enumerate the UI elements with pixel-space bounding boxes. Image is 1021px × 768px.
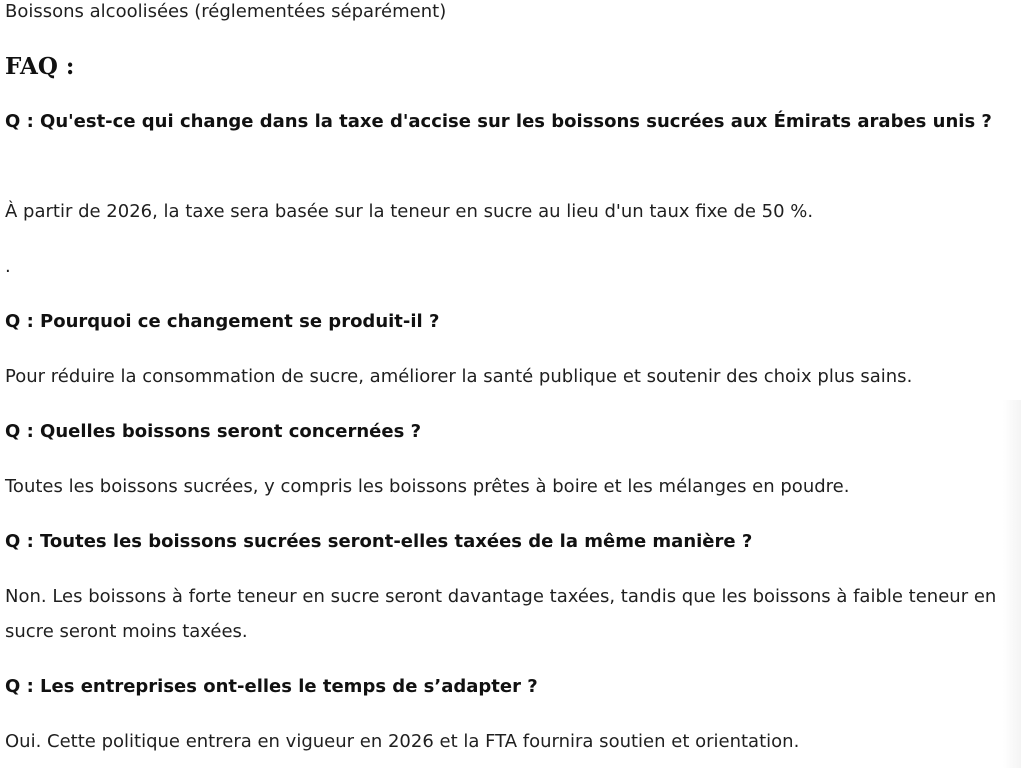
faq-question-2: Q : Pourquoi ce changement se produit-il ? xyxy=(5,311,440,332)
article-content xyxy=(5,0,1021,752)
intro-partial-line: Boissons alcoolisées (réglementées séparément) xyxy=(5,1,447,22)
faq-question-3: Q : Quelles boissons seront concernées ? xyxy=(5,421,422,442)
faq-question-4: Q : Toutes les boissons sucrées seront-elles taxées de la même manière ? xyxy=(5,531,753,552)
faq-answer-1: À partir de 2026, la taxe sera basée sur la teneur en sucre au lieu d'un taux fixe de 50 %. xyxy=(5,201,814,222)
faq-question-1: Q : Qu'est-ce qui change dans la taxe d'accise sur les boissons sucrées aux Émirats arabes unis ? xyxy=(5,111,992,132)
faq-question-5: Q : Les entreprises ont-elles le temps de s’adapter ? xyxy=(5,676,538,697)
right-edge-shadow xyxy=(1003,400,1021,768)
faq-heading: FAQ : xyxy=(5,53,75,80)
faq-answer-1-extra: . xyxy=(5,256,11,277)
faq-answer-5: Oui. Cette politique entrera en vigueur en 2026 et la FTA fournira soutien et orientation. xyxy=(5,731,800,752)
faq-answer-2: Pour réduire la consommation de sucre, améliorer la santé publique et soutenir des choix plus sains. xyxy=(5,366,913,387)
faq-answer-3: Toutes les boissons sucrées, y compris les boissons prêtes à boire et les mélanges en poudre. xyxy=(5,476,850,497)
faq-answer-4: Non. Les boissons à forte teneur en sucre seront davantage taxées, tandis que les boissons à faible teneur en sucre seront moins taxées. xyxy=(5,586,997,642)
